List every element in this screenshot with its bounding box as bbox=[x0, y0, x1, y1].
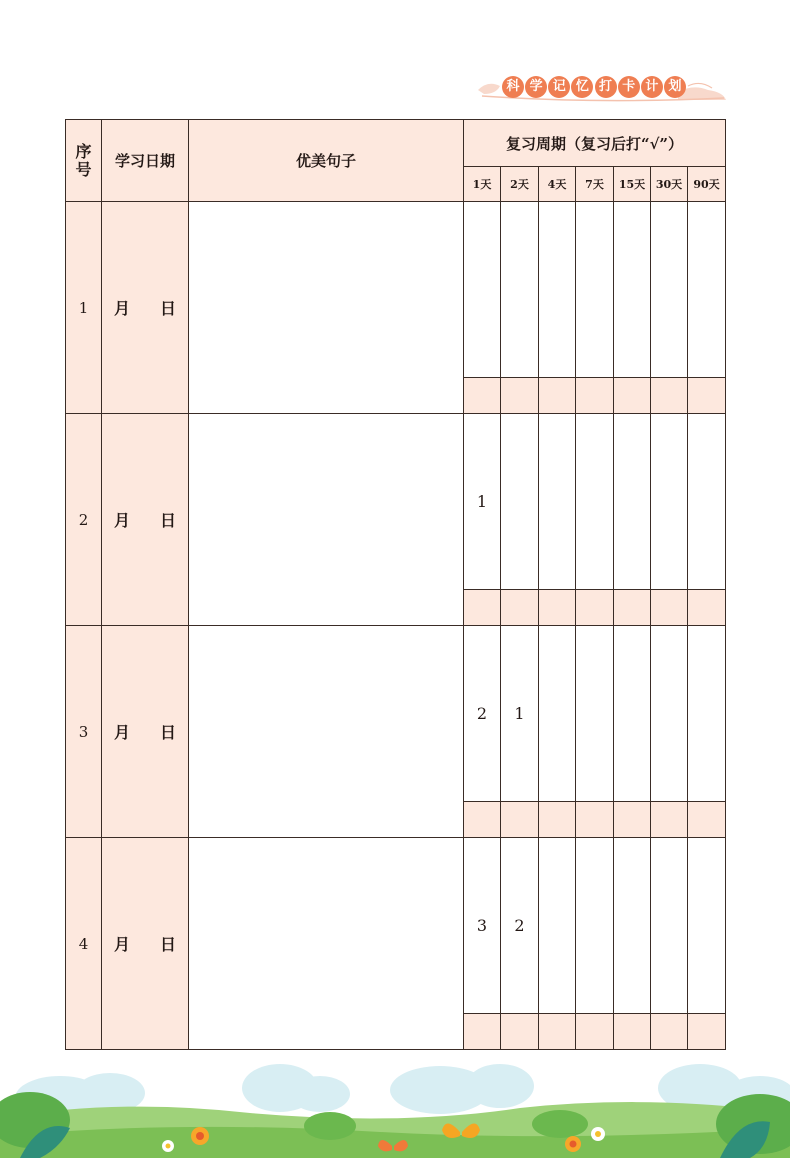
check-cell[interactable] bbox=[614, 590, 651, 626]
banner-char: 划 bbox=[664, 76, 686, 98]
check-cell[interactable] bbox=[651, 802, 688, 838]
day-label: 日 bbox=[160, 511, 177, 530]
review-cell[interactable] bbox=[539, 626, 576, 802]
interval-header: 2天 bbox=[501, 167, 539, 202]
banner-char: 科 bbox=[502, 76, 524, 98]
seq-number: 4 bbox=[66, 838, 102, 1050]
review-cell[interactable]: 1 bbox=[501, 626, 539, 802]
check-cell[interactable] bbox=[539, 1014, 576, 1050]
seq-number: 2 bbox=[66, 414, 102, 626]
check-cell[interactable] bbox=[464, 802, 501, 838]
banner-char: 记 bbox=[548, 76, 570, 98]
check-cell[interactable] bbox=[464, 378, 501, 414]
table-row bbox=[66, 838, 726, 1014]
check-cell[interactable] bbox=[539, 590, 576, 626]
review-cell[interactable] bbox=[576, 414, 614, 590]
review-cell[interactable] bbox=[614, 626, 651, 802]
interval-header: 90天 bbox=[688, 167, 726, 202]
study-date-field[interactable] bbox=[102, 202, 189, 414]
month-label: 月 bbox=[113, 299, 130, 318]
review-cell[interactable] bbox=[576, 838, 614, 1014]
banner-char: 计 bbox=[641, 76, 663, 98]
interval-header: 4天 bbox=[539, 167, 576, 202]
review-cycle-header: 复习周期（复习后打“√”） bbox=[464, 120, 726, 167]
review-cell[interactable] bbox=[651, 626, 688, 802]
meadow-scenery-illustration bbox=[0, 1058, 790, 1158]
day-label: 日 bbox=[160, 299, 177, 318]
review-cell[interactable] bbox=[614, 202, 651, 378]
banner-char: 打 bbox=[595, 76, 617, 98]
review-cell[interactable] bbox=[688, 626, 726, 802]
check-cell[interactable] bbox=[576, 590, 614, 626]
interval-header: 30天 bbox=[651, 167, 688, 202]
banner-char: 学 bbox=[525, 76, 547, 98]
day-label: 日 bbox=[160, 935, 177, 954]
check-cell[interactable] bbox=[576, 1014, 614, 1050]
review-plan-table bbox=[65, 119, 726, 1050]
interval-header: 7天 bbox=[576, 167, 614, 202]
check-cell[interactable] bbox=[614, 378, 651, 414]
banner-title bbox=[502, 76, 686, 98]
sentence-cell[interactable] bbox=[189, 414, 464, 626]
check-cell[interactable] bbox=[688, 1014, 726, 1050]
interval-header: 1天 bbox=[464, 167, 501, 202]
review-cell[interactable] bbox=[501, 414, 539, 590]
check-cell[interactable] bbox=[614, 802, 651, 838]
check-cell[interactable] bbox=[501, 802, 539, 838]
review-cell[interactable]: 1 bbox=[464, 414, 501, 590]
seq-header-label: 序号 bbox=[75, 141, 92, 179]
check-cell[interactable] bbox=[651, 590, 688, 626]
check-cell[interactable] bbox=[464, 590, 501, 626]
seq-number: 1 bbox=[66, 202, 102, 414]
review-cell[interactable] bbox=[539, 202, 576, 378]
review-cell[interactable] bbox=[688, 202, 726, 378]
review-cell[interactable] bbox=[614, 838, 651, 1014]
sentence-cell[interactable] bbox=[189, 838, 464, 1050]
review-cell[interactable] bbox=[651, 838, 688, 1014]
review-cell[interactable]: 2 bbox=[501, 838, 539, 1014]
month-label: 月 bbox=[113, 935, 130, 954]
review-cell[interactable] bbox=[576, 202, 614, 378]
review-cell[interactable] bbox=[688, 414, 726, 590]
check-cell[interactable] bbox=[651, 1014, 688, 1050]
review-cell[interactable] bbox=[651, 414, 688, 590]
sentence-header: 优美句子 bbox=[189, 120, 464, 202]
review-cell[interactable]: 3 bbox=[464, 838, 501, 1014]
check-cell[interactable] bbox=[501, 1014, 539, 1050]
review-cell[interactable]: 2 bbox=[464, 626, 501, 802]
table-row bbox=[66, 626, 726, 802]
check-cell[interactable] bbox=[688, 590, 726, 626]
check-cell[interactable] bbox=[688, 378, 726, 414]
review-cell[interactable] bbox=[539, 414, 576, 590]
sentence-cell[interactable] bbox=[189, 626, 464, 838]
day-label: 日 bbox=[160, 723, 177, 742]
table-row bbox=[66, 202, 726, 378]
check-cell[interactable] bbox=[576, 378, 614, 414]
review-cell[interactable] bbox=[614, 414, 651, 590]
banner-char: 卡 bbox=[618, 76, 640, 98]
check-cell[interactable] bbox=[501, 378, 539, 414]
review-cell[interactable] bbox=[501, 202, 539, 378]
date-header: 学习日期 bbox=[102, 120, 189, 202]
banner-char: 忆 bbox=[571, 76, 593, 98]
sentence-cell[interactable] bbox=[189, 202, 464, 414]
check-cell[interactable] bbox=[688, 802, 726, 838]
review-cell[interactable] bbox=[651, 202, 688, 378]
review-cell[interactable] bbox=[539, 838, 576, 1014]
check-cell[interactable] bbox=[539, 378, 576, 414]
check-cell[interactable] bbox=[651, 378, 688, 414]
seq-header bbox=[66, 120, 102, 202]
table-row bbox=[66, 414, 726, 590]
check-cell[interactable] bbox=[501, 590, 539, 626]
review-cell[interactable] bbox=[688, 838, 726, 1014]
interval-header: 15天 bbox=[614, 167, 651, 202]
review-cell[interactable] bbox=[464, 202, 501, 378]
study-date-field[interactable] bbox=[102, 626, 189, 838]
check-cell[interactable] bbox=[576, 802, 614, 838]
review-cell[interactable] bbox=[576, 626, 614, 802]
month-label: 月 bbox=[113, 511, 130, 530]
check-cell[interactable] bbox=[539, 802, 576, 838]
study-date-field[interactable] bbox=[102, 414, 189, 626]
month-label: 月 bbox=[113, 723, 130, 742]
header-banner bbox=[478, 70, 728, 104]
seq-number: 3 bbox=[66, 626, 102, 838]
check-cell[interactable] bbox=[614, 1014, 651, 1050]
check-cell[interactable] bbox=[464, 1014, 501, 1050]
study-date-field[interactable] bbox=[102, 838, 189, 1050]
